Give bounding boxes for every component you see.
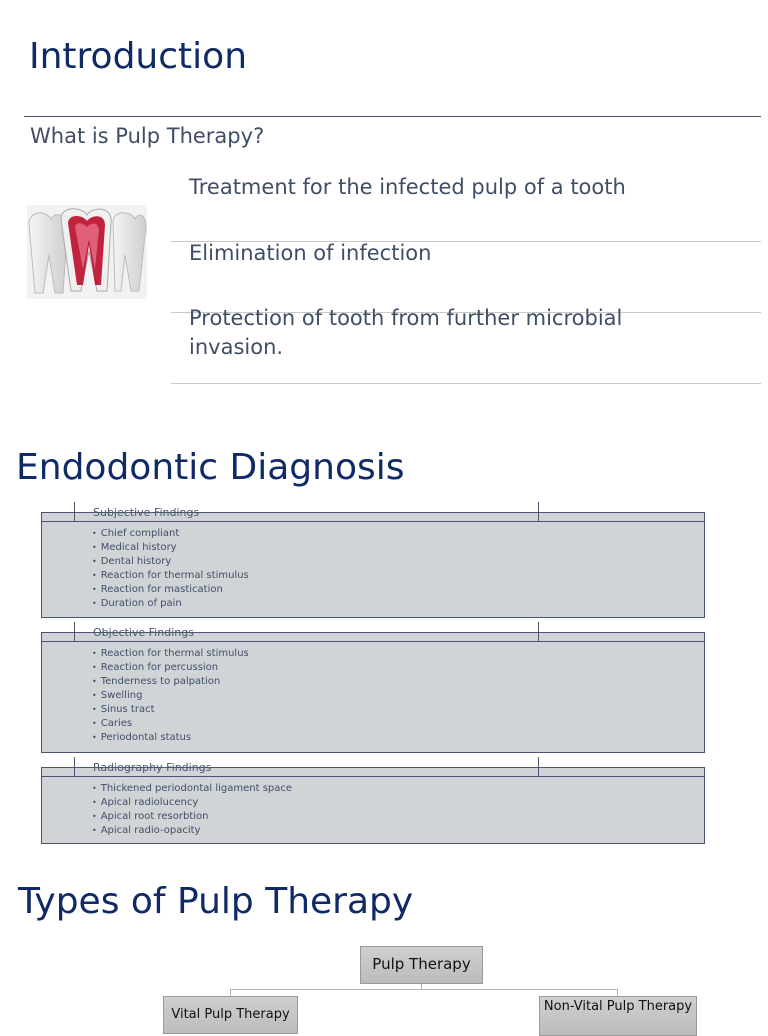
- intro-bullet-2: Elimination of infection: [189, 241, 432, 265]
- tooth-image: [27, 205, 147, 299]
- bullet-divider: [171, 383, 761, 384]
- list-item: • Apical root resorbtion: [92, 810, 292, 824]
- title-divider: [24, 116, 761, 117]
- objective-findings-panel: [41, 626, 705, 753]
- subjective-findings-panel: [41, 506, 705, 618]
- list-item: • Caries: [92, 717, 249, 731]
- list-item: • Sinus tract: [92, 703, 249, 717]
- intro-title: Introduction: [29, 36, 248, 77]
- diagnosis-title: Endodontic Diagnosis: [16, 447, 405, 488]
- list-item: • Reaction for thermal stimulus: [92, 569, 249, 583]
- tooth-icon: [27, 205, 147, 299]
- panel-title: Radiography Findings: [93, 761, 212, 774]
- list-item: • Swelling: [92, 689, 249, 703]
- intro-bullet-3: Protection of tooth from further microbial invasion.: [189, 306, 623, 359]
- intro-bullet-1: Treatment for the infected pulp of a tooth: [189, 175, 626, 199]
- list-item: • Dental history: [92, 555, 249, 569]
- list-item: • Reaction for mastication: [92, 583, 249, 597]
- findings-list: [92, 527, 249, 611]
- radiography-findings-panel: [41, 761, 705, 844]
- list-item: • Duration of pain: [92, 597, 249, 611]
- types-title: Types of Pulp Therapy: [18, 881, 414, 922]
- list-item: • Reaction for thermal stimulus: [92, 647, 249, 661]
- non-vital-pulp-therapy-node: Non-Vital Pulp Therapy: [539, 996, 697, 1036]
- intro-subtitle: What is Pulp Therapy?: [30, 124, 265, 148]
- connector-line: [230, 989, 618, 990]
- connector-line: [617, 989, 618, 996]
- list-item: • Medical history: [92, 541, 249, 555]
- list-item: • Chief compliant: [92, 527, 249, 541]
- list-item: • Thickened periodontal ligament space: [92, 782, 292, 796]
- pulp-therapy-node: Pulp Therapy: [360, 946, 483, 984]
- vital-pulp-therapy-node: Vital Pulp Therapy: [163, 996, 298, 1034]
- findings-list: [92, 647, 249, 745]
- panel-title: Subjective Findings: [93, 506, 200, 519]
- list-item: • Tenderness to palpation: [92, 675, 249, 689]
- list-item: • Apical radiolucency: [92, 796, 292, 810]
- connector-line: [230, 989, 231, 996]
- panel-title: Objective Findings: [93, 626, 194, 639]
- list-item: • Apical radio-opacity: [92, 824, 292, 838]
- list-item: • Reaction for percussion: [92, 661, 249, 675]
- list-item: • Periodontal status: [92, 731, 249, 745]
- findings-list: [92, 782, 292, 838]
